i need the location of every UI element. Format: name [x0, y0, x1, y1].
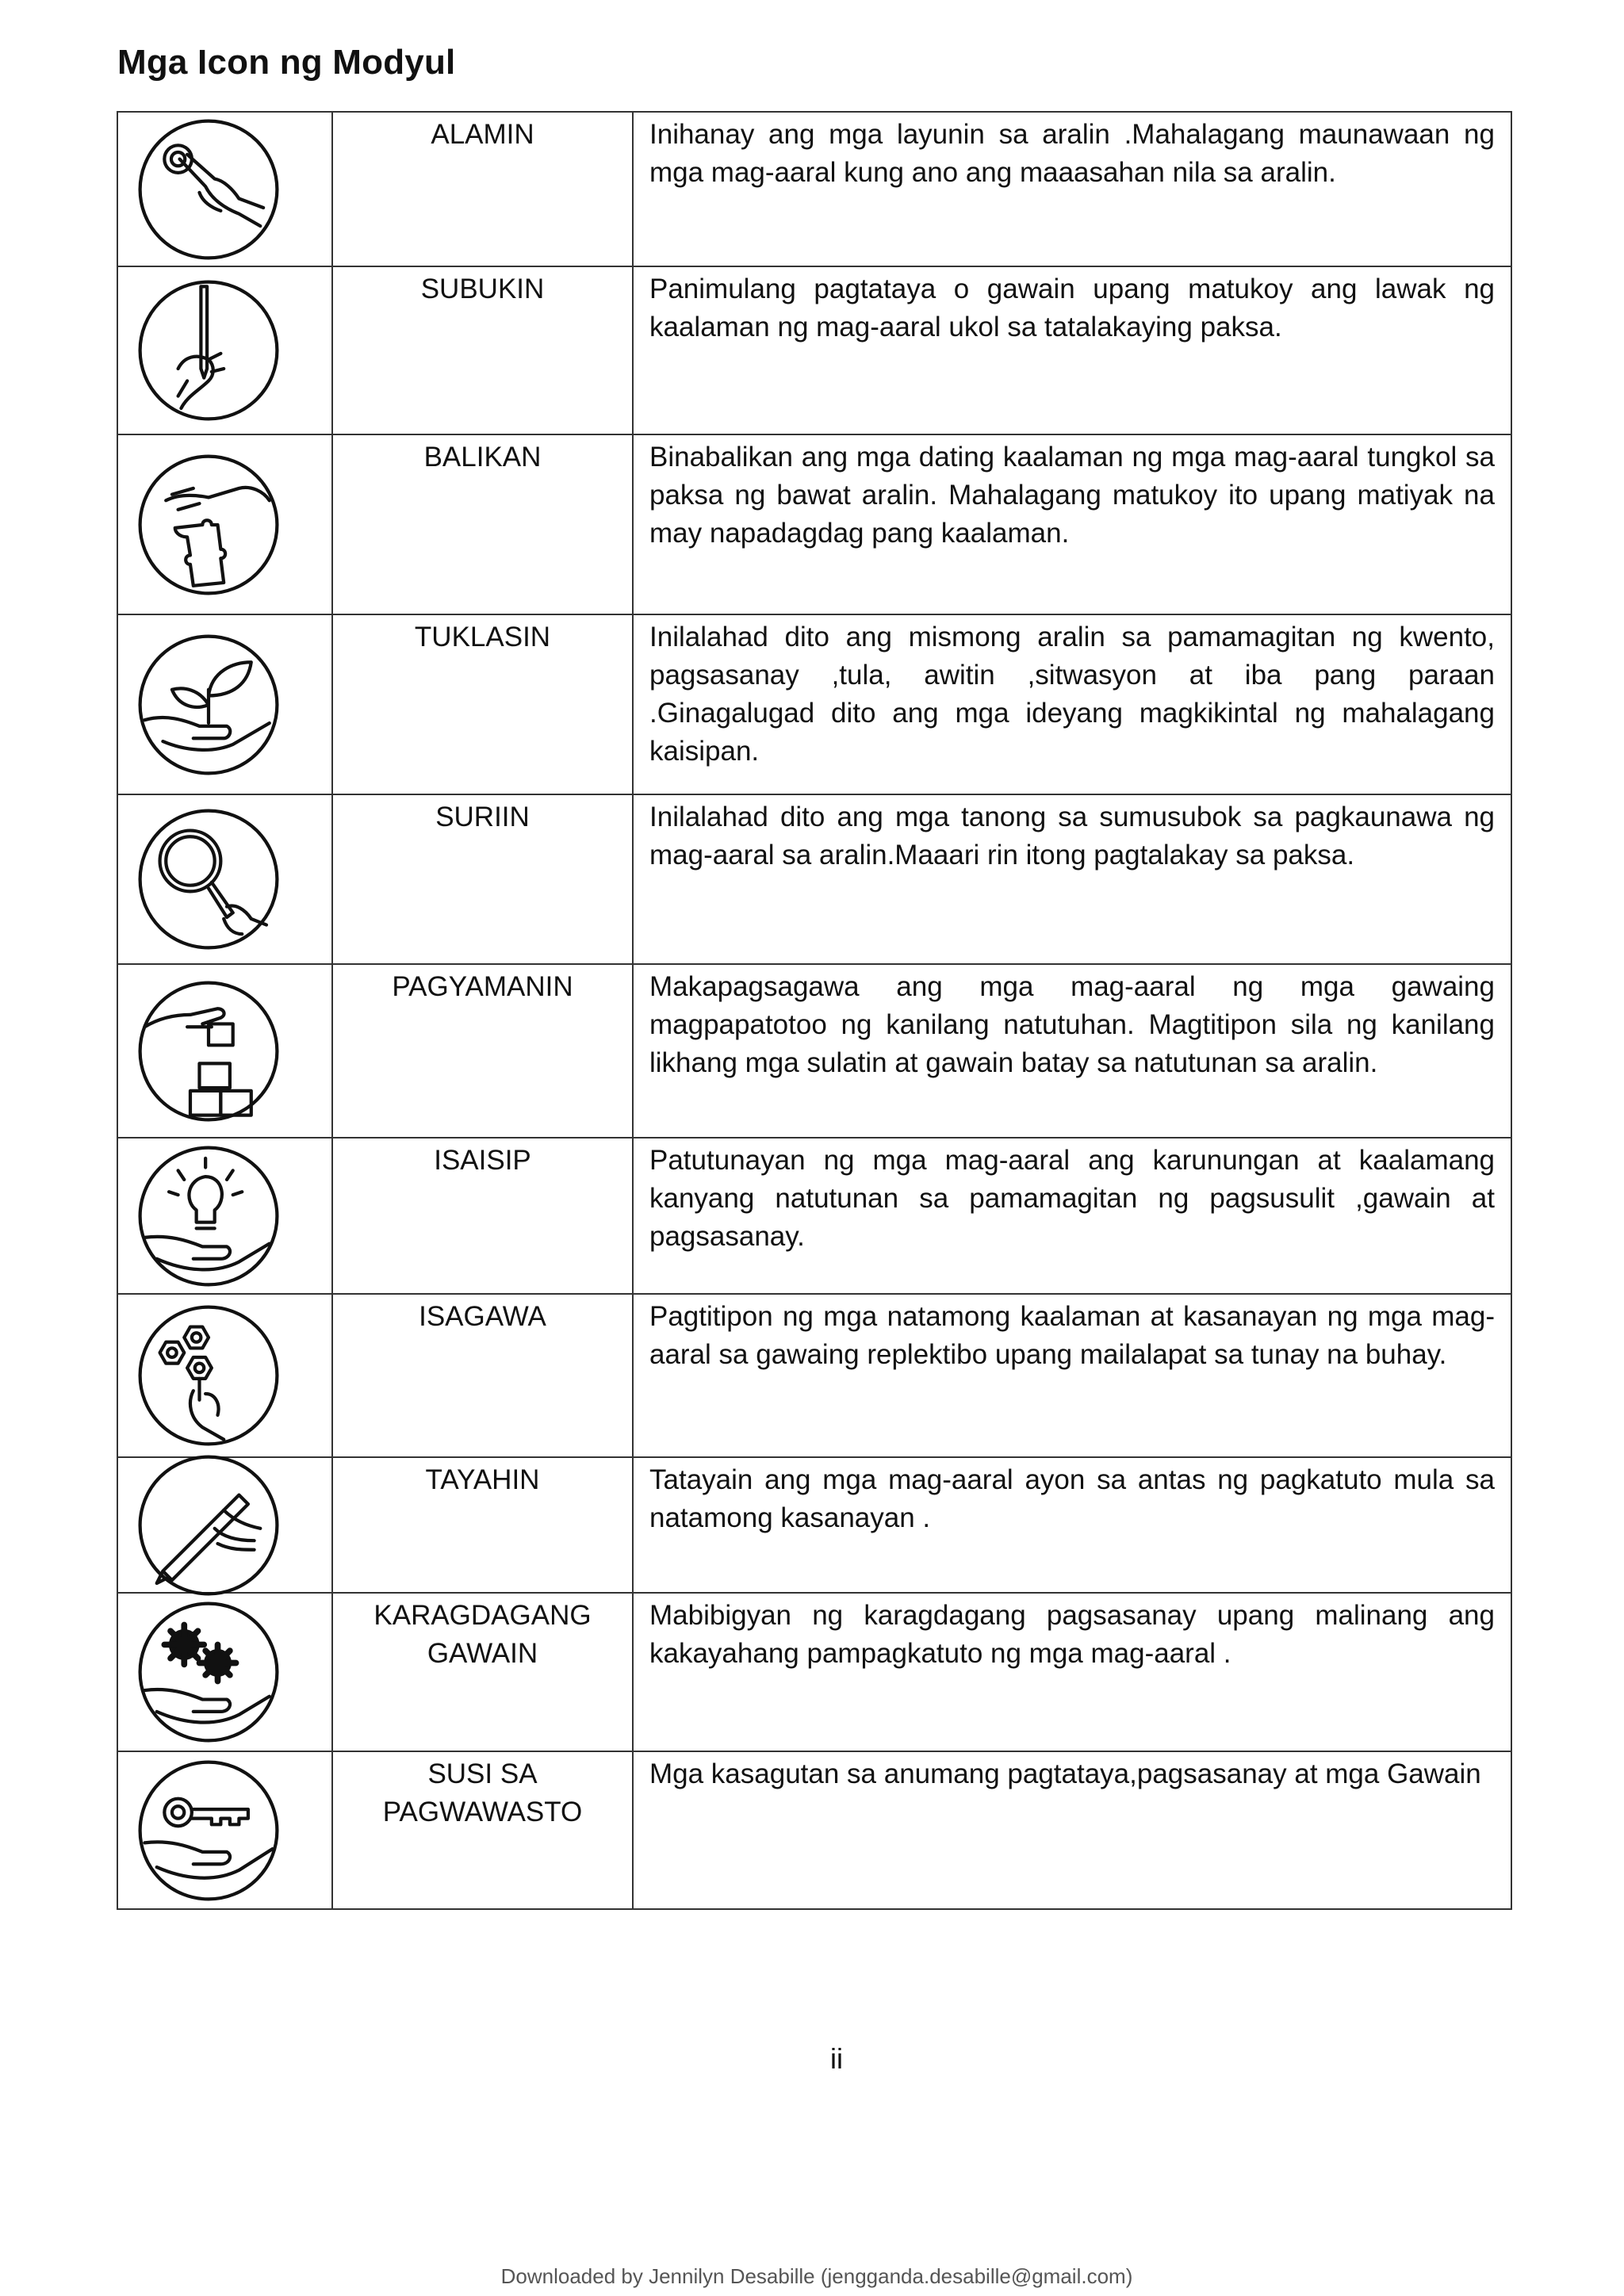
- page-number: ii: [830, 2042, 843, 2075]
- seedling-hands-icon: [132, 629, 285, 781]
- row-label: BALIKAN: [332, 434, 633, 614]
- table-row: [117, 112, 1511, 266]
- row-description: Makapagsagawa ang mga mag-aaral ng mga gawaing magpapatotoo ng kanilang natutuhan. Magtitipon sila ng kanilang likhang mga sulatin at gawain batay sa natutunan sa aralin.: [633, 964, 1511, 1138]
- page-title: Mga Icon ng Modyul: [117, 43, 456, 82]
- hand-pencil-icon: [132, 274, 285, 427]
- stacking-blocks-icon: [132, 975, 285, 1127]
- row-label: SURIIN: [332, 794, 633, 964]
- row-label: PAGYAMANIN: [332, 964, 633, 1138]
- row-description: Patutunayan ng mga mag-aaral ang karunungan at kaalamang kanyang natutunan sa pamamagitan ng pagsusulit ,gawain at pagsasanay.: [633, 1138, 1511, 1294]
- table-row: [117, 1751, 1511, 1909]
- row-description: Inihanay ang mga layunin sa aralin .Mahalagang maunawaan ng mga mag-aaral kung ano ang maaasahan nila sa aralin.: [633, 112, 1511, 266]
- row-label: ALAMIN: [332, 112, 633, 266]
- key-hand-icon: [132, 1755, 285, 1907]
- row-description: Mga kasagutan sa anumang pagtataya,pagsasanay at mga Gawain: [633, 1751, 1511, 1909]
- row-label: ISAISIP: [332, 1138, 633, 1294]
- module-icons-table: [117, 111, 1512, 1910]
- row-label: ISAGAWA: [332, 1294, 633, 1457]
- row-description: Inilalahad dito ang mismong aralin sa pamamagitan ng kwento, pagsasanay ,tula, awitin ,sitwasyon at iba pang paraan .Ginagalugad dito ang mga ideyang magkikintal ng mahalagang kaisipan.: [633, 614, 1511, 794]
- lightbulb-hand-icon: [132, 1140, 285, 1292]
- table-row: [117, 614, 1511, 794]
- row-description: Tatayain ang mga mag-aaral ayon sa antas ng pagkatuto mula sa natamong kasanayan .: [633, 1457, 1511, 1593]
- hand-pointer-icon: [132, 113, 285, 266]
- table-row: [117, 434, 1511, 614]
- row-label: TUKLASIN: [332, 614, 633, 794]
- table-row: [117, 794, 1511, 964]
- table-row: [117, 1294, 1511, 1457]
- table-row: [117, 1593, 1511, 1751]
- hand-nuts-icon: [132, 1299, 285, 1452]
- puzzle-hand-icon: [132, 449, 285, 601]
- row-label: TAYAHIN: [332, 1457, 633, 1593]
- row-label: SUSI SA PAGWAWASTO: [332, 1751, 633, 1909]
- table-row: [117, 964, 1511, 1138]
- table-row: [117, 266, 1511, 434]
- row-description: Binabalikan ang mga dating kaalaman ng mga mag-aaral tungkol sa paksa ng bawat aralin. Mahalagang matukoy ito upang matiyak na may napadagdag pang kaalaman.: [633, 434, 1511, 614]
- row-description: Mabibigyan ng karagdagang pagsasanay upang malinang ang kakayahang pampagkatuto ng mga mag-aaral .: [633, 1593, 1511, 1751]
- magnifying-glass-icon: [132, 803, 285, 955]
- gears-hand-icon: [132, 1596, 285, 1748]
- row-label: KARAGDAGANG GAWAIN: [332, 1593, 633, 1751]
- table-row: [117, 1457, 1511, 1593]
- row-description: Inilalahad dito ang mga tanong sa sumusubok sa pagkaunawa ng mag-aaral sa aralin.Maaari rin itong pagtalakay sa paksa.: [633, 794, 1511, 964]
- row-label: SUBUKIN: [332, 266, 633, 434]
- table-row: [117, 1138, 1511, 1294]
- row-description: Panimulang pagtataya o gawain upang matukoy ang lawak ng kaalaman ng mag-aaral ukol sa tatalakaying paksa.: [633, 266, 1511, 434]
- hand-writing-icon: [132, 1449, 285, 1601]
- row-description: Pagtitipon ng mga natamong kaalaman at kasanayan ng mga mag-aaral sa gawaing replektibo upang mailalapat sa tunay na buhay.: [633, 1294, 1511, 1457]
- download-footer: Downloaded by Jennilyn Desabille (jengganda.desabille@gmail.com): [500, 2264, 1133, 2288]
